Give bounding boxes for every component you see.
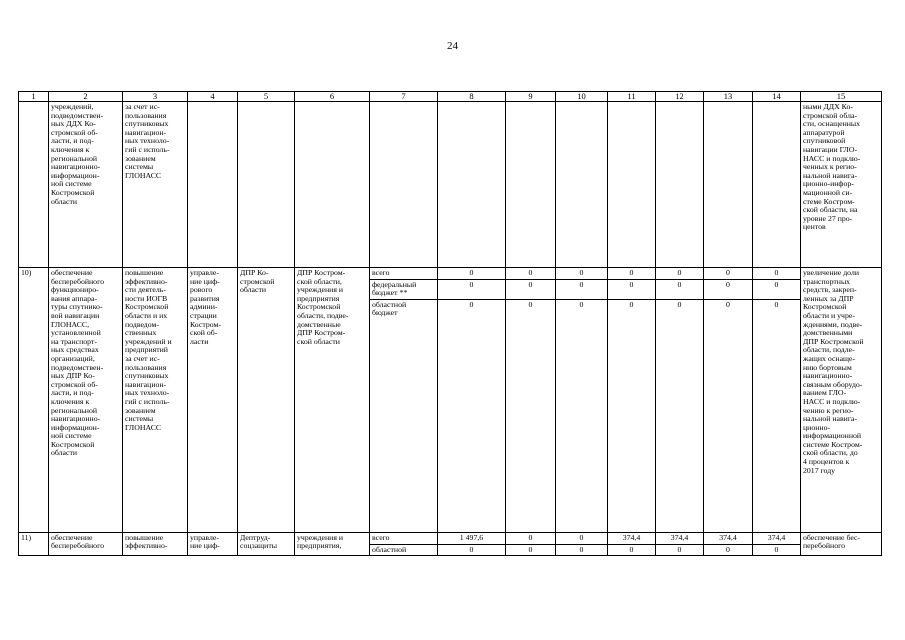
budget-source-label: федеральный бюджет ** <box>370 279 438 299</box>
budget-value: 0 <box>608 268 656 280</box>
budget-value: 0 <box>704 268 753 280</box>
goal-cell <box>123 102 188 268</box>
goal-cell <box>123 268 188 533</box>
budget-value: 0 <box>438 544 506 556</box>
header-cell: 10 <box>556 92 608 102</box>
budget-value: 0 <box>556 544 608 556</box>
budget-value: 0 <box>438 268 506 280</box>
budget-value: 0 <box>753 299 801 532</box>
goal-text: повышение эффективно- <box>125 532 168 551</box>
header-cell: 9 <box>506 92 556 102</box>
header-cell: 12 <box>656 92 704 102</box>
budget-value: 0 <box>506 299 556 532</box>
participants-cell <box>295 532 370 556</box>
coordinator-text: управле- ние циф- <box>190 532 220 551</box>
cell <box>438 102 506 268</box>
coordinator-cell <box>188 532 238 556</box>
budget-value: 0 <box>608 544 656 556</box>
row-number-cell <box>19 102 49 268</box>
header-cell: 15 <box>801 92 882 102</box>
page-number: 24 <box>447 40 458 52</box>
header-cell: 6 <box>295 92 370 102</box>
result-text: увеличение доли транспортных средств, закреп- ленных за ДПР Костромской области и учре- ждениями, подве- домственными ДПР Костромской области, подле- жащих оснаще- нию бортовым навигационно- связным оборудо- ванием ГЛО- НАСС и подклю- чению к регио- нальной навига- ционно- информационной системе Костром- ской области, до 4 процентов к 2017 году <box>803 268 864 475</box>
task-cell <box>49 268 123 533</box>
budget-value: 0 <box>506 268 556 280</box>
cell <box>238 102 295 268</box>
cell <box>506 102 556 268</box>
executor-cell <box>238 532 295 556</box>
budget-value: 0 <box>506 544 556 556</box>
budget-value: 374,4 <box>704 532 753 544</box>
budget-value: 0 <box>704 544 753 556</box>
budget-value: 0 <box>506 279 556 299</box>
budget-value: 374,4 <box>753 532 801 544</box>
executor-text: Дептруд- соцзащиты <box>240 532 277 551</box>
task-text: обеспечение бесперебойного <box>51 532 104 551</box>
result-text: обеспечение бес- перебойного <box>803 532 861 551</box>
budget-value: 1 497,6 <box>438 532 506 544</box>
cell <box>704 102 753 268</box>
table-row <box>19 532 882 544</box>
participants-cell <box>295 268 370 533</box>
task-text: учреждений, подведомствен- ных ДДХ Ко- стромской об- ласти, и под- ключения к региональной навигационно- информацион- ной системе Костромской области <box>51 102 104 206</box>
budget-value: 0 <box>704 279 753 299</box>
task-cell <box>49 102 123 268</box>
budget-value: 0 <box>608 299 656 532</box>
budget-value: 0 <box>704 299 753 532</box>
task-cell <box>49 532 123 556</box>
result-cell <box>801 268 882 533</box>
budget-source-label: всего <box>370 532 438 544</box>
executor-text: ДПР Ко- стромской области <box>240 268 275 295</box>
executor-cell <box>238 268 295 533</box>
goal-cell <box>123 532 188 556</box>
budget-value: 0 <box>753 544 801 556</box>
header-cell: 4 <box>188 92 238 102</box>
cell <box>656 102 704 268</box>
result-text: ными ДДХ Ко- стромской обла- сти, оснащенных аппаратурой спутниковой навигации ГЛО- НАСС и подклю- ченных к регио- нальной навига- ционно-инфор- мационной си- стеме Костром- ской области, на уровне 27 про- центов <box>803 102 861 232</box>
budget-value: 0 <box>753 279 801 299</box>
task-text: обеспечение бесперебойного функциониро- вания аппара- туры спутнико- вой навигации ГЛОНАСС, установленной на транспорт- ных средствах организаций, подведомствен- ных ДПР Ко- стромской об- ласти, и под- ключения к региональной навигационно- информацион- ной системе Костромской области <box>51 268 104 458</box>
table-row <box>19 268 882 280</box>
budget-value: 0 <box>438 299 506 532</box>
cell <box>556 102 608 268</box>
budget-source-label: всего <box>370 268 438 280</box>
budget-value: 0 <box>438 279 506 299</box>
budget-value: 0 <box>608 279 656 299</box>
budget-source-label: областной <box>370 544 438 556</box>
row-number-cell: 10) <box>19 268 49 533</box>
budget-value: 0 <box>556 532 608 544</box>
header-cell: 14 <box>753 92 801 102</box>
budget-source-label: областной бюджет <box>370 299 438 532</box>
participants-text: учреждения и предприятия, <box>297 532 344 551</box>
coordinator-text: управле- ние циф- рового развития админи- страции Костром- ской об- ласти <box>190 268 222 346</box>
budget-value: 0 <box>556 299 608 532</box>
budget-value: 0 <box>656 544 704 556</box>
result-cell <box>801 532 882 556</box>
budget-value: 374,4 <box>608 532 656 544</box>
budget-value: 0 <box>656 268 704 280</box>
header-cell: 5 <box>238 92 295 102</box>
header-row <box>19 92 882 102</box>
header-cell: 3 <box>123 92 188 102</box>
header-cell: 13 <box>704 92 753 102</box>
cell <box>370 102 438 268</box>
budget-value: 0 <box>753 268 801 280</box>
budget-value: 0 <box>656 299 704 532</box>
header-cell: 11 <box>608 92 656 102</box>
program-table <box>18 91 882 556</box>
row-number-cell: 11) <box>19 532 49 556</box>
table-row <box>19 102 882 268</box>
goal-text: повышение эффективно- сти деятель- ности ИОГВ Костромской области и их подведом- ственных учреждений и предприятий за счет ис- пользования спутниковых навигацион- ных техноло- гий с исполь- зованием системы ГЛОНАСС <box>125 268 172 432</box>
cell <box>608 102 656 268</box>
result-cell <box>801 102 882 268</box>
goal-text: за счет ис- пользования спутниковых навигацион- ных техноло- гий с исполь- зованием системы ГЛОНАСС <box>125 102 170 180</box>
header-cell: 1 <box>19 92 49 102</box>
cell <box>753 102 801 268</box>
header-cell: 2 <box>49 92 123 102</box>
coordinator-cell <box>188 268 238 533</box>
header-cell: 7 <box>370 92 438 102</box>
budget-value: 0 <box>656 279 704 299</box>
budget-value: 0 <box>556 268 608 280</box>
header-cell: 8 <box>438 92 506 102</box>
budget-value: 0 <box>506 532 556 544</box>
budget-value: 0 <box>556 279 608 299</box>
budget-value: 374,4 <box>656 532 704 544</box>
participants-text: ДПР Костром- ской области, учреждения и предприятия Костромской области, подве- домственные ДПР Костром- ской области <box>297 268 349 346</box>
cell <box>188 102 238 268</box>
cell <box>295 102 370 268</box>
